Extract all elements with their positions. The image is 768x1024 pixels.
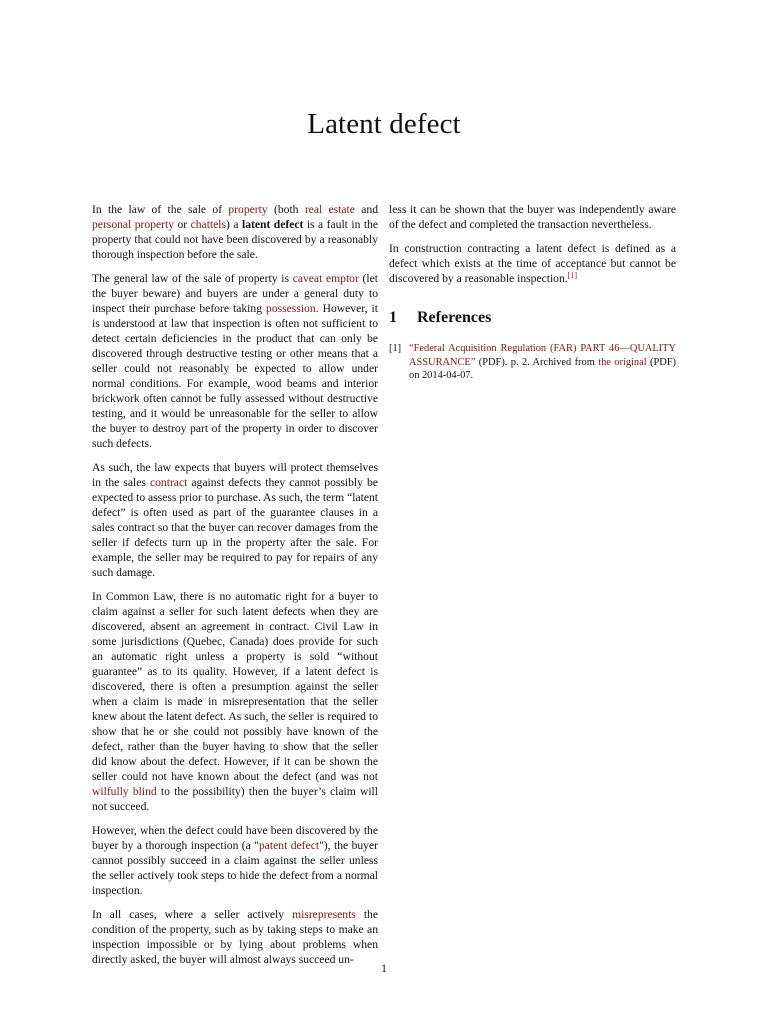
citation-link[interactable]: [1] bbox=[567, 271, 578, 280]
page-title: Latent defect bbox=[307, 108, 461, 140]
text: (let the buyer beware) and buyers are under a general duty to inspect their purchase before taking bbox=[92, 272, 378, 315]
link-chattels[interactable]: chattels bbox=[190, 218, 227, 231]
section-number: 1 bbox=[389, 309, 397, 326]
text: (PDF) on 2014-04-07. bbox=[409, 356, 676, 382]
paragraph-common-law bbox=[92, 589, 378, 814]
text: "), the buyer cannot possibly succeed in a claim against the seller unless the seller actively took steps to hide the defect from a normal inspection. bbox=[92, 839, 378, 897]
link-possession[interactable]: possession bbox=[266, 302, 316, 315]
text: or bbox=[174, 218, 191, 231]
text: In Common Law, there is no automatic right for a buyer to claim against a seller for such latent defects when they are discovered, absent an agreement in contract. Civil Law in some jurisdictions (Quebec, Canada) does provide for such an automatic right unless a property is sold “without guarantee” as to its quality. However, if a latent defect is discovered, there is often a presumption against the seller when a claim is made in misrepresentation that the seller knew about the latent defect. As such, the seller is required to show that he or she could not possibly have known of the defect, rather than the buyer having to show that the seller did know about the defect. However, if it can be shown the seller could not have known about the defect (and was not bbox=[92, 590, 378, 783]
text: (PDF). p. 2. Archived from bbox=[475, 356, 599, 368]
text: the condition of the property, such as by taking steps to make an inspection impossible or by lying about problems when directly asked, the buyer will almost always succeed un- bbox=[92, 908, 379, 966]
right-column bbox=[389, 202, 676, 392]
text: However, when the defect could have been discovered by the buyer by a thorough inspection (a " bbox=[92, 824, 378, 852]
link-real-estate[interactable]: real estate bbox=[304, 203, 355, 216]
text: . However, it is understood at law that inspection is often not sufficient to detect certain deficiencies in the product that can only be discovered through destructive testing or other means that a seller could not reasonably be expected to allow under normal conditions. For example, wood beams and interior brickwork often cannot be fully assessed without destructive testing, and it would be unreasonable for the seller to allow the buyer to destroy part of the property in order to discover such defects. bbox=[92, 302, 378, 450]
text: In the law of the sale of bbox=[92, 203, 229, 216]
paragraph-patent-defect bbox=[92, 823, 378, 898]
link-far-part-46[interactable]: “Federal Acquisition Regulation (FAR) PART 46—QUALITY ASSURANCE” bbox=[409, 343, 676, 368]
text: ) a bbox=[226, 218, 242, 231]
text: (both bbox=[267, 203, 305, 216]
page-number: 1 bbox=[381, 962, 387, 975]
paragraph-intro bbox=[92, 202, 378, 262]
link-the-original[interactable]: the original bbox=[598, 356, 647, 368]
paragraph-continuation: less it can be shown that the buyer was independently aware of the defect and completed the transaction nevertheless. bbox=[389, 203, 676, 231]
link-caveat-emptor[interactable]: caveat emptor bbox=[292, 272, 359, 285]
bold-term: latent defect bbox=[241, 218, 304, 231]
paragraph-contract bbox=[92, 460, 378, 580]
text: is a fault in the property that could not have been discovered by a reasonably thorough inspection before the sale. bbox=[92, 218, 378, 261]
section-title: References bbox=[417, 309, 492, 326]
link-wilfully-blind[interactable]: wilfully blind bbox=[92, 785, 157, 798]
text: to the possibility) then the buyer’s claim will not succeed. bbox=[92, 785, 378, 813]
left-column bbox=[92, 202, 378, 976]
text: against defects they cannot possibly be expected to assess prior to purchase. As such, the term “latent defect” is often used as part of the guarantee clauses in a sales contract so that the buyer can recover damages from the seller if defects turn up in the property after the sale. For example, the seller may be required to pay for repairs of any such damage. bbox=[92, 476, 378, 579]
paragraph-caveat-emptor bbox=[92, 271, 378, 451]
link-misrepresents[interactable]: misrepresents bbox=[292, 908, 356, 921]
section-heading-references bbox=[389, 308, 676, 328]
text: The general law of the sale of property is bbox=[92, 272, 293, 285]
link-patent-defect[interactable]: patent defect bbox=[258, 839, 320, 852]
text: and bbox=[354, 203, 378, 216]
paragraph-construction bbox=[389, 241, 676, 286]
link-property[interactable]: property bbox=[228, 203, 268, 216]
text: In all cases, where a seller actively bbox=[92, 908, 293, 921]
reference-marker: [1] bbox=[389, 343, 402, 354]
text: In construction contracting a latent defect is defined as a defect which exists at the time of acceptance but cannot be discovered by a reasonable inspection. bbox=[389, 242, 676, 285]
link-personal-property[interactable]: personal property bbox=[92, 218, 175, 231]
paragraph-misrepresentation bbox=[92, 907, 378, 967]
reference-item bbox=[389, 342, 676, 383]
link-contract[interactable]: contract bbox=[149, 476, 188, 489]
text: As such, the law expects that buyers will protect themselves in the sales bbox=[92, 461, 378, 489]
